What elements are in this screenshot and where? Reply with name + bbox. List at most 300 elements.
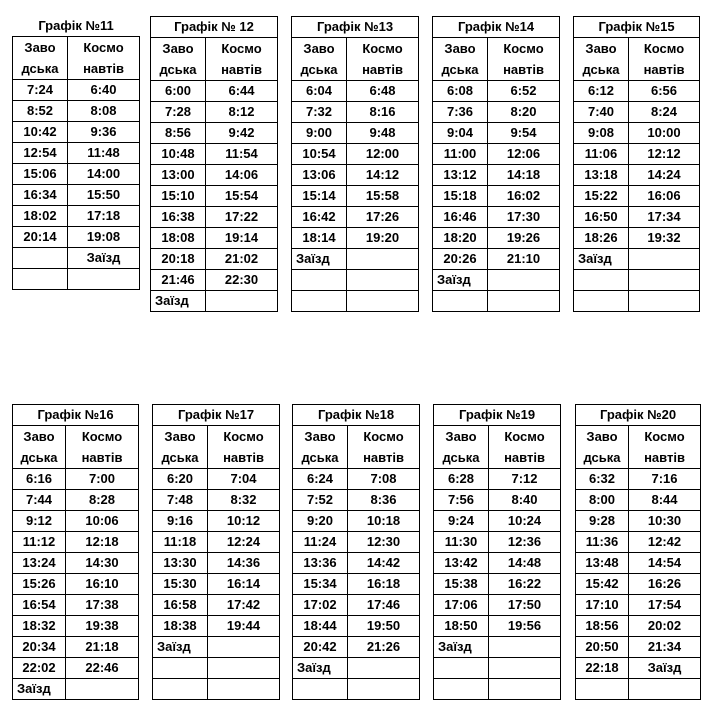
time-zavodska: 9:24: [434, 511, 489, 532]
column-header-kosmonavtiv: Космо навтів: [347, 38, 419, 81]
time-kosmonavtiv: 17:38: [66, 595, 139, 616]
table-row: [13, 248, 140, 269]
time-kosmonavtiv: Заїзд: [68, 248, 140, 269]
table-row: [574, 102, 700, 123]
time-zavodska: [434, 679, 489, 700]
time-kosmonavtiv: 14:54: [629, 553, 701, 574]
time-kosmonavtiv: 17:22: [206, 207, 278, 228]
time-kosmonavtiv: 14:42: [348, 553, 420, 574]
time-zavodska: 11:06: [574, 144, 629, 165]
schedule-table: [573, 16, 700, 312]
time-kosmonavtiv: 12:00: [347, 144, 419, 165]
table-row: [13, 269, 140, 290]
time-zavodska: 15:22: [574, 186, 629, 207]
time-zavodska: 13:18: [574, 165, 629, 186]
table-row: [292, 186, 419, 207]
table-row: [576, 595, 701, 616]
time-kosmonavtiv: 10:06: [66, 511, 139, 532]
time-zavodska: 11:12: [13, 532, 66, 553]
time-zavodska: 9:20: [293, 511, 348, 532]
table-row: [153, 490, 280, 511]
time-zavodska: 20:26: [433, 249, 488, 270]
time-zavodska: 17:02: [293, 595, 348, 616]
time-kosmonavtiv: 14:48: [489, 553, 561, 574]
time-kosmonavtiv: 16:06: [629, 186, 700, 207]
time-zavodska: 11:24: [293, 532, 348, 553]
table-row: [434, 637, 561, 658]
time-kosmonavtiv: [347, 291, 419, 312]
time-zavodska: 15:10: [151, 186, 206, 207]
schedule-title: Графік №11: [13, 16, 140, 37]
time-kosmonavtiv: 17:18: [68, 206, 140, 227]
time-zavodska: 7:44: [13, 490, 66, 511]
table-row: [13, 164, 140, 185]
time-kosmonavtiv: 21:02: [206, 249, 278, 270]
time-zavodska: 18:50: [434, 616, 489, 637]
time-kosmonavtiv: 14:24: [629, 165, 700, 186]
time-kosmonavtiv: [489, 637, 561, 658]
table-row: [293, 679, 420, 700]
time-zavodska: 12:54: [13, 143, 68, 164]
table-row: [153, 469, 280, 490]
time-kosmonavtiv: 21:26: [348, 637, 420, 658]
time-zavodska: 16:46: [433, 207, 488, 228]
time-kosmonavtiv: [629, 291, 700, 312]
schedule-title: Графік №14: [433, 17, 560, 38]
table-row: [293, 553, 420, 574]
time-zavodska: 13:12: [433, 165, 488, 186]
time-zavodska: [13, 269, 68, 290]
table-row: [151, 186, 278, 207]
time-kosmonavtiv: 16:26: [629, 574, 701, 595]
time-zavodska: 20:50: [576, 637, 629, 658]
time-zavodska: 16:58: [153, 595, 208, 616]
time-zavodska: 15:34: [293, 574, 348, 595]
table-row: [292, 144, 419, 165]
time-zavodska: 16:54: [13, 595, 66, 616]
time-zavodska: 9:28: [576, 511, 629, 532]
table-row: [574, 81, 700, 102]
table-row: [13, 80, 140, 101]
table-row: [434, 553, 561, 574]
time-kosmonavtiv: 10:12: [208, 511, 280, 532]
table-row: [13, 227, 140, 248]
time-zavodska: 17:06: [434, 595, 489, 616]
time-zavodska: 6:04: [292, 81, 347, 102]
table-row: [151, 102, 278, 123]
time-kosmonavtiv: 15:58: [347, 186, 419, 207]
schedule-table: [12, 404, 139, 700]
time-zavodska: 7:52: [293, 490, 348, 511]
time-kosmonavtiv: 17:42: [208, 595, 280, 616]
table-row: [574, 228, 700, 249]
time-kosmonavtiv: 15:50: [68, 185, 140, 206]
time-zavodska: 15:38: [434, 574, 489, 595]
time-zavodska: 6:24: [293, 469, 348, 490]
table-row: [292, 291, 419, 312]
time-kosmonavtiv: 14:06: [206, 165, 278, 186]
time-kosmonavtiv: 19:20: [347, 228, 419, 249]
time-zavodska: 18:26: [574, 228, 629, 249]
time-kosmonavtiv: [206, 291, 278, 312]
table-row: [151, 144, 278, 165]
time-kosmonavtiv: 21:10: [488, 249, 560, 270]
schedule-title: Графік №15: [574, 17, 700, 38]
table-row: [433, 228, 560, 249]
table-row: [13, 595, 139, 616]
time-zavodska: 6:00: [151, 81, 206, 102]
time-zavodska: 20:34: [13, 637, 66, 658]
table-row: [13, 122, 140, 143]
table-row: [293, 658, 420, 679]
column-header-kosmonavtiv: Космо навтів: [489, 426, 561, 469]
table-row: [151, 228, 278, 249]
time-kosmonavtiv: 19:50: [348, 616, 420, 637]
time-zavodska: [433, 291, 488, 312]
time-kosmonavtiv: 7:04: [208, 469, 280, 490]
table-row: [151, 270, 278, 291]
table-row: [153, 574, 280, 595]
time-kosmonavtiv: 15:54: [206, 186, 278, 207]
table-row: [576, 637, 701, 658]
time-zavodska: Заїзд: [153, 637, 208, 658]
time-zavodska: 6:16: [13, 469, 66, 490]
table-row: [292, 207, 419, 228]
time-kosmonavtiv: 21:34: [629, 637, 701, 658]
time-kosmonavtiv: 8:40: [489, 490, 561, 511]
table-row: [574, 270, 700, 291]
time-kosmonavtiv: 19:14: [206, 228, 278, 249]
table-row: [151, 165, 278, 186]
column-header-zavodska: Заво дська: [576, 426, 629, 469]
table-row: [153, 553, 280, 574]
time-zavodska: Заїзд: [13, 679, 66, 700]
schedule-table: [291, 16, 419, 312]
time-kosmonavtiv: 16:18: [348, 574, 420, 595]
table-row: [434, 595, 561, 616]
time-kosmonavtiv: [347, 249, 419, 270]
time-kosmonavtiv: [208, 637, 280, 658]
time-zavodska: 11:00: [433, 144, 488, 165]
table-row: [293, 574, 420, 595]
time-kosmonavtiv: 17:54: [629, 595, 701, 616]
table-row: [434, 616, 561, 637]
time-kosmonavtiv: 9:48: [347, 123, 419, 144]
column-header-kosmonavtiv: Космо навтів: [206, 38, 278, 81]
time-zavodska: 9:08: [574, 123, 629, 144]
time-kosmonavtiv: 8:20: [488, 102, 560, 123]
time-zavodska: [153, 679, 208, 700]
time-zavodska: 13:00: [151, 165, 206, 186]
table-row: [153, 616, 280, 637]
time-zavodska: [153, 658, 208, 679]
schedule-table: [432, 16, 560, 312]
time-zavodska: 7:28: [151, 102, 206, 123]
time-kosmonavtiv: 12:42: [629, 532, 701, 553]
time-zavodska: 18:20: [433, 228, 488, 249]
column-header-zavodska: Заво дська: [151, 38, 206, 81]
table-row: [576, 490, 701, 511]
time-kosmonavtiv: 19:32: [629, 228, 700, 249]
time-zavodska: 15:42: [576, 574, 629, 595]
table-row: [13, 490, 139, 511]
schedule-title: Графік №13: [292, 17, 419, 38]
time-zavodska: 7:24: [13, 80, 68, 101]
column-header-zavodska: Заво дська: [434, 426, 489, 469]
time-kosmonavtiv: 8:28: [66, 490, 139, 511]
time-zavodska: 18:44: [293, 616, 348, 637]
schedule-table: [292, 404, 420, 700]
time-kosmonavtiv: 9:36: [68, 122, 140, 143]
time-kosmonavtiv: [629, 270, 700, 291]
time-zavodska: 6:32: [576, 469, 629, 490]
table-row: [293, 595, 420, 616]
column-header-zavodska: Заво дська: [153, 426, 208, 469]
table-row: [153, 658, 280, 679]
time-kosmonavtiv: 17:46: [348, 595, 420, 616]
time-kosmonavtiv: 8:12: [206, 102, 278, 123]
time-kosmonavtiv: 19:56: [489, 616, 561, 637]
table-row: [574, 144, 700, 165]
schedule-title: Графік №18: [293, 405, 420, 426]
schedule-title: Графік №16: [13, 405, 139, 426]
time-zavodska: Заїзд: [293, 658, 348, 679]
time-zavodska: 17:10: [576, 595, 629, 616]
table-row: [293, 511, 420, 532]
time-kosmonavtiv: 9:54: [488, 123, 560, 144]
table-row: [574, 165, 700, 186]
time-zavodska: 15:14: [292, 186, 347, 207]
table-row: [293, 532, 420, 553]
column-header-kosmonavtiv: Космо навтів: [66, 426, 139, 469]
time-kosmonavtiv: 14:30: [66, 553, 139, 574]
time-zavodska: [293, 679, 348, 700]
table-row: [433, 291, 560, 312]
time-kosmonavtiv: 6:56: [629, 81, 700, 102]
table-row: [13, 101, 140, 122]
time-zavodska: 13:30: [153, 553, 208, 574]
table-row: [574, 123, 700, 144]
column-header-kosmonavtiv: Космо навтів: [348, 426, 420, 469]
time-kosmonavtiv: 7:16: [629, 469, 701, 490]
time-kosmonavtiv: [347, 270, 419, 291]
table-row: [13, 532, 139, 553]
time-kosmonavtiv: 10:00: [629, 123, 700, 144]
time-kosmonavtiv: 6:52: [488, 81, 560, 102]
time-zavodska: 13:48: [576, 553, 629, 574]
time-zavodska: Заїзд: [292, 249, 347, 270]
time-zavodska: 8:52: [13, 101, 68, 122]
table-row: [434, 490, 561, 511]
time-kosmonavtiv: [488, 291, 560, 312]
table-row: [576, 511, 701, 532]
time-kosmonavtiv: 8:16: [347, 102, 419, 123]
time-kosmonavtiv: 19:26: [488, 228, 560, 249]
time-zavodska: 18:56: [576, 616, 629, 637]
time-kosmonavtiv: 14:00: [68, 164, 140, 185]
table-row: [13, 511, 139, 532]
time-zavodska: 18:32: [13, 616, 66, 637]
time-kosmonavtiv: 7:12: [489, 469, 561, 490]
time-kosmonavtiv: 6:48: [347, 81, 419, 102]
table-row: [433, 186, 560, 207]
table-row: [13, 679, 139, 700]
time-kosmonavtiv: 14:12: [347, 165, 419, 186]
column-header-kosmonavtiv: Космо навтів: [629, 426, 701, 469]
time-zavodska: 9:04: [433, 123, 488, 144]
time-kosmonavtiv: 17:34: [629, 207, 700, 228]
time-kosmonavtiv: [66, 679, 139, 700]
table-row: [13, 185, 140, 206]
time-kosmonavtiv: [208, 679, 280, 700]
time-zavodska: 9:00: [292, 123, 347, 144]
table-row: [433, 81, 560, 102]
time-zavodska: 8:56: [151, 123, 206, 144]
time-kosmonavtiv: 19:38: [66, 616, 139, 637]
time-zavodska: 9:12: [13, 511, 66, 532]
table-row: [293, 637, 420, 658]
time-kosmonavtiv: 12:12: [629, 144, 700, 165]
time-zavodska: 16:50: [574, 207, 629, 228]
time-zavodska: 20:14: [13, 227, 68, 248]
time-kosmonavtiv: 12:06: [488, 144, 560, 165]
time-kosmonavtiv: 7:00: [66, 469, 139, 490]
schedule-table: [152, 404, 280, 700]
table-row: [153, 595, 280, 616]
schedule-title: Графік № 12: [151, 17, 278, 38]
table-row: [293, 469, 420, 490]
time-kosmonavtiv: [488, 270, 560, 291]
table-row: [434, 574, 561, 595]
table-row: [434, 532, 561, 553]
time-zavodska: 13:36: [293, 553, 348, 574]
table-row: [293, 616, 420, 637]
time-kosmonavtiv: 8:32: [208, 490, 280, 511]
table-row: [153, 637, 280, 658]
time-zavodska: 18:14: [292, 228, 347, 249]
time-zavodska: 13:24: [13, 553, 66, 574]
time-kosmonavtiv: 7:08: [348, 469, 420, 490]
time-zavodska: 7:56: [434, 490, 489, 511]
time-kosmonavtiv: 16:14: [208, 574, 280, 595]
table-row: [151, 207, 278, 228]
time-kosmonavtiv: 8:36: [348, 490, 420, 511]
column-header-kosmonavtiv: Космо навтів: [488, 38, 560, 81]
time-kosmonavtiv: 17:30: [488, 207, 560, 228]
time-zavodska: [292, 291, 347, 312]
table-row: [151, 123, 278, 144]
time-zavodska: 6:20: [153, 469, 208, 490]
table-row: [576, 469, 701, 490]
time-zavodska: 10:48: [151, 144, 206, 165]
time-zavodska: 20:42: [293, 637, 348, 658]
time-kosmonavtiv: [489, 679, 561, 700]
table-row: [292, 270, 419, 291]
table-row: [576, 658, 701, 679]
table-row: [153, 511, 280, 532]
time-zavodska: 7:40: [574, 102, 629, 123]
time-zavodska: [13, 248, 68, 269]
time-kosmonavtiv: 8:24: [629, 102, 700, 123]
schedule-title: Графік №20: [576, 405, 701, 426]
time-kosmonavtiv: 16:10: [66, 574, 139, 595]
time-zavodska: [576, 679, 629, 700]
time-zavodska: 7:36: [433, 102, 488, 123]
time-kosmonavtiv: 12:18: [66, 532, 139, 553]
table-row: [153, 532, 280, 553]
time-zavodska: 10:42: [13, 122, 68, 143]
time-zavodska: 6:08: [433, 81, 488, 102]
table-row: [151, 291, 278, 312]
time-kosmonavtiv: [629, 679, 701, 700]
time-zavodska: 16:38: [151, 207, 206, 228]
time-zavodska: [292, 270, 347, 291]
time-kosmonavtiv: [348, 658, 420, 679]
table-row: [292, 102, 419, 123]
time-kosmonavtiv: 10:24: [489, 511, 561, 532]
table-row: [292, 228, 419, 249]
table-row: [434, 511, 561, 532]
table-row: [292, 81, 419, 102]
time-zavodska: 7:48: [153, 490, 208, 511]
time-kosmonavtiv: 6:40: [68, 80, 140, 101]
time-kosmonavtiv: 8:08: [68, 101, 140, 122]
time-zavodska: 11:18: [153, 532, 208, 553]
time-kosmonavtiv: [348, 679, 420, 700]
time-kosmonavtiv: 22:46: [66, 658, 139, 679]
time-kosmonavtiv: 12:24: [208, 532, 280, 553]
table-row: [574, 249, 700, 270]
time-zavodska: 6:12: [574, 81, 629, 102]
schedule-table: [575, 404, 701, 700]
time-kosmonavtiv: 20:02: [629, 616, 701, 637]
time-kosmonavtiv: 11:48: [68, 143, 140, 164]
time-zavodska: 16:34: [13, 185, 68, 206]
time-kosmonavtiv: Заїзд: [629, 658, 701, 679]
table-row: [433, 123, 560, 144]
time-zavodska: 11:30: [434, 532, 489, 553]
table-row: [292, 249, 419, 270]
column-header-kosmonavtiv: Космо навтів: [629, 38, 700, 81]
table-row: [293, 490, 420, 511]
column-header-zavodska: Заво дська: [13, 37, 68, 80]
time-kosmonavtiv: 19:44: [208, 616, 280, 637]
time-kosmonavtiv: 6:44: [206, 81, 278, 102]
table-row: [433, 270, 560, 291]
table-row: [433, 207, 560, 228]
table-row: [13, 469, 139, 490]
time-kosmonavtiv: 22:30: [206, 270, 278, 291]
time-zavodska: 16:42: [292, 207, 347, 228]
schedule-table: [433, 404, 561, 700]
time-zavodska: 15:26: [13, 574, 66, 595]
column-header-zavodska: Заво дська: [293, 426, 348, 469]
table-row: [13, 658, 139, 679]
table-row: [576, 616, 701, 637]
time-kosmonavtiv: 10:18: [348, 511, 420, 532]
schedule-table: [150, 16, 278, 312]
time-zavodska: 21:46: [151, 270, 206, 291]
time-kosmonavtiv: 14:18: [488, 165, 560, 186]
table-row: [13, 574, 139, 595]
table-row: [13, 206, 140, 227]
table-row: [151, 249, 278, 270]
time-zavodska: 18:38: [153, 616, 208, 637]
table-row: [292, 165, 419, 186]
table-row: [153, 679, 280, 700]
time-zavodska: Заїзд: [151, 291, 206, 312]
table-row: [13, 637, 139, 658]
